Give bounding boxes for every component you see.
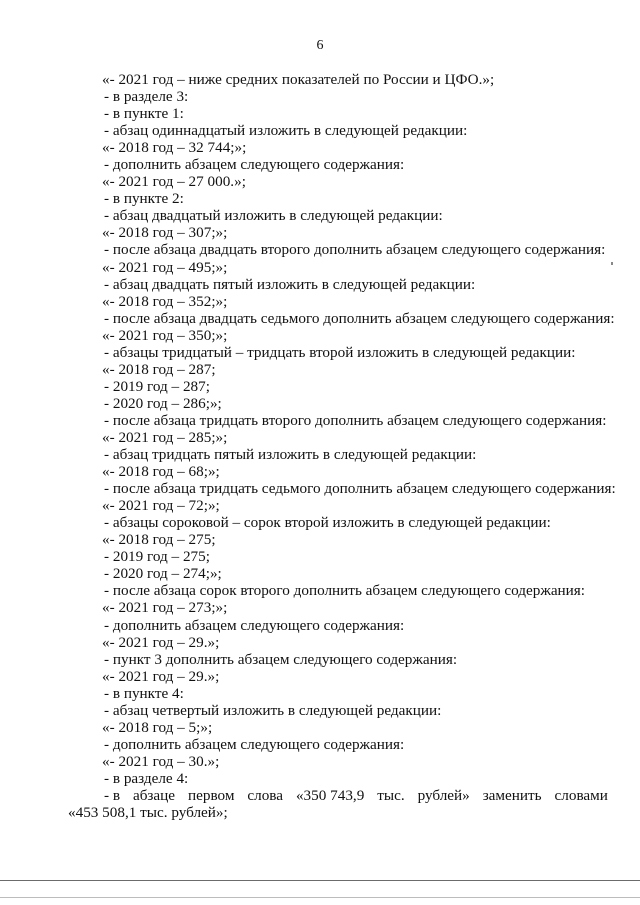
document-line: - в пункте 2:	[104, 190, 184, 208]
document-line: - после абзаца тридцать второго дополнить абзацем следующего содержания:	[104, 411, 607, 429]
document-line: «- 2018 год – 287;	[102, 360, 216, 378]
scan-bottom-edge	[0, 880, 640, 881]
document-line: - пункт 3 дополнить абзацем следующего содержания:	[104, 650, 458, 668]
document-line: - дополнить абзацем следующего содержания:	[104, 735, 405, 753]
final-paragraph-word: рублей»	[417, 786, 470, 804]
margin-mark	[611, 262, 613, 265]
final-paragraph-continuation: «453 508,1 тыс. рублей»;	[68, 804, 228, 822]
document-line: - абзац одиннадцатый изложить в следующей редакции:	[104, 122, 468, 140]
document-line: - после абзаца тридцать седьмого дополнить абзацем следующего содержания:	[104, 480, 616, 498]
document-line: «- 2021 год – 350;»;	[102, 326, 228, 344]
document-line: «- 2018 год – 307;»;	[102, 224, 228, 242]
document-line: «- 2018 год – 275;	[102, 531, 216, 549]
document-line: «- 2018 год – 5;»;	[102, 718, 213, 736]
document-line: - в разделе 4:	[104, 769, 189, 787]
document-line: «- 2021 год – 29.»;	[102, 633, 220, 651]
page-number: 6	[316, 38, 324, 53]
document-line: - после абзаца двадцать седьмого дополнить абзацем следующего содержания:	[104, 309, 615, 327]
final-paragraph-word: тыс.	[377, 786, 405, 804]
document-line: - после абзаца двадцать второго дополнить абзацем следующего содержания:	[104, 241, 606, 259]
document-line: - абзац двадцать пятый изложить в следующей редакции:	[104, 275, 476, 293]
document-line: - абзацы тридцатый – тридцать второй изложить в следующей редакции:	[104, 343, 576, 361]
document-line: - 2020 год – 286;»;	[104, 394, 222, 412]
document-body	[68, 71, 616, 822]
final-paragraph-word: первом	[187, 786, 235, 804]
document-line: - в пункте 1:	[104, 105, 184, 123]
final-paragraph-word: слова	[247, 786, 284, 804]
document-line: - 2020 год – 274;»;	[104, 565, 222, 583]
document-line: «- 2018 год – 68;»;	[102, 463, 220, 481]
document-line: «- 2021 год – 495;»;	[102, 258, 228, 276]
final-paragraph	[68, 786, 608, 822]
document-line: «- 2021 год – 30.»;	[102, 752, 220, 770]
document-line: - абзац двадцатый изложить в следующей редакции:	[104, 207, 443, 225]
document-line: - в разделе 3:	[104, 88, 189, 106]
document-line: «- 2021 год – ниже средних показателей по России и ЦФО.»;	[102, 71, 495, 88]
document-line: «- 2021 год – 273;»;	[102, 599, 228, 617]
final-paragraph-word: абзаце	[132, 786, 176, 804]
document-line: «- 2021 год – 27 000.»;	[102, 173, 246, 191]
document-line: - в пункте 4:	[104, 684, 184, 702]
final-paragraph-word: словами	[554, 786, 608, 804]
scan-bottom-edge-secondary	[0, 897, 640, 898]
document-line: - дополнить абзацем следующего содержания:	[104, 616, 405, 634]
final-paragraph-word: «350 743,9	[295, 786, 365, 804]
document-line: - 2019 год – 275;	[104, 548, 210, 566]
document-line: «- 2021 год – 285;»;	[102, 428, 228, 446]
document-line: - абзац четвертый изложить в следующей редакции:	[104, 701, 442, 719]
final-paragraph-first-line	[104, 787, 608, 804]
document-line: - абзацы сороковой – сорок второй изложить в следующей редакции:	[104, 514, 551, 532]
final-paragraph-word: заменить	[482, 786, 542, 804]
document-line: «- 2018 год – 352;»;	[102, 292, 228, 310]
document-line: «- 2021 год – 72;»;	[102, 497, 220, 515]
document-line: - абзац тридцать пятый изложить в следующей редакции:	[104, 446, 477, 464]
document-line: - 2019 год – 287;	[104, 377, 210, 395]
document-line: - после абзаца сорок второго дополнить абзацем следующего содержания:	[104, 582, 586, 600]
document-line: «- 2021 год – 29.»;	[102, 667, 220, 685]
document-line: «- 2018 год – 32 744;»;	[102, 139, 247, 157]
final-paragraph-word: - в	[104, 786, 121, 804]
document-line: - дополнить абзацем следующего содержания:	[104, 156, 405, 174]
